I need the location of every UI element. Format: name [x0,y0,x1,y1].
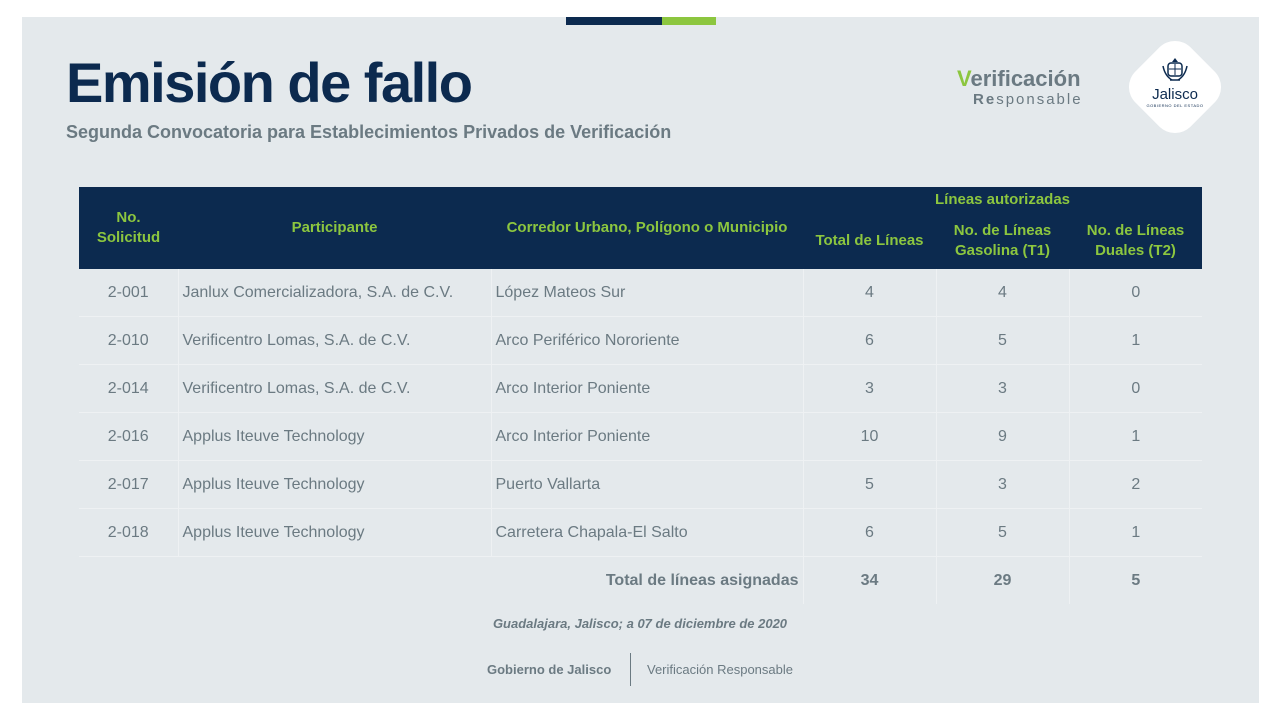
cell-corredor: Arco Periférico Nororiente [491,317,803,365]
cell-duales: 0 [1069,269,1202,317]
page-title: Emisión de fallo [66,51,472,114]
cell-gasolina: 9 [936,413,1069,461]
totals-spacer [79,557,178,605]
table-row [79,269,1202,317]
footer-gobierno: Gobierno de Jalisco [487,662,612,677]
logo-vr-v: V [957,66,971,91]
cell-total: 3 [803,365,936,413]
accent-bar-navy [566,17,662,25]
cell-corredor: Arco Interior Poniente [491,365,803,413]
totals-label: Total de líneas asignadas [491,557,803,605]
cell-gasolina: 5 [936,317,1069,365]
table-row [79,413,1202,461]
jalisco-logo [1126,50,1224,130]
table-row [79,461,1202,509]
cell-total: 6 [803,509,936,557]
footer-verificacion: Verificación Responsable [647,662,793,677]
totals-spacer [178,557,491,605]
date-line: Guadalajara, Jalisco; a 07 de diciembre de 2020 [492,616,788,631]
cell-corredor: Puerto Vallarta [491,461,803,509]
header-total-lineas: Total de Líneas [803,213,936,269]
cell-solicitud: 2-010 [79,317,178,365]
header-participante: Participante [178,187,491,269]
table-row [79,317,1202,365]
logo-vr-tagline [973,91,1083,108]
cell-total: 5 [803,461,936,509]
cell-participante: Applus Iteuve Technology [178,509,491,557]
cell-duales: 1 [1069,317,1202,365]
table-row [79,509,1202,557]
logo-vr-re: Re [973,91,997,108]
cell-participante: Verificentro Lomas, S.A. de C.V. [178,365,491,413]
cell-participante: Janlux Comercializadora, S.A. de C.V. [178,269,491,317]
cell-corredor: Carretera Chapala-El Salto [491,509,803,557]
cell-participante: Applus Iteuve Technology [178,461,491,509]
totals-row [79,557,1202,605]
header-corredor: Corredor Urbano, Polígono o Municipio [491,187,803,269]
cell-duales: 0 [1069,365,1202,413]
header-lineas-autorizadas: Líneas autorizadas [803,187,1202,213]
cell-solicitud: 2-017 [79,461,178,509]
cell-gasolina: 4 [936,269,1069,317]
jalisco-logo-name: Jalisco [1152,86,1198,103]
logo-vr-wordmark [957,66,1081,92]
cell-solicitud: 2-018 [79,509,178,557]
jalisco-crest-icon [1160,56,1190,84]
table-row [79,365,1202,413]
totals-duales: 5 [1131,571,1141,589]
totals-total: 34 [803,557,936,605]
cell-gasolina: 3 [936,365,1069,413]
cell-participante: Verificentro Lomas, S.A. de C.V. [178,317,491,365]
header-duales: No. de Líneas Duales (T2) [1069,213,1202,269]
cell-total: 10 [803,413,936,461]
cell-duales: 2 [1069,461,1202,509]
header-no-solicitud: No. Solicitud [79,187,178,269]
cell-corredor: López Mateos Sur [491,269,803,317]
cell-total: 4 [803,269,936,317]
page-subtitle: Segunda Convocatoria para Establecimientos Privados de Verificación [66,122,672,142]
cell-participante: Applus Iteuve Technology [178,413,491,461]
cell-solicitud: 2-014 [79,365,178,413]
cell-solicitud: 2-001 [79,269,178,317]
cell-gasolina: 3 [936,461,1069,509]
logo-vr-rest: erificación [970,66,1081,91]
footer-divider [630,653,631,686]
cell-corredor: Arco Interior Poniente [491,413,803,461]
totals-gasolina: 29 [936,557,1069,605]
verificacion-responsable-logo [957,66,1107,114]
cell-solicitud: 2-016 [79,413,178,461]
cell-duales: 1 [1069,413,1202,461]
jalisco-logo-subtitle: GOBIERNO DEL ESTADO [1146,103,1204,108]
header-gasolina: No. de Líneas Gasolina (T1) [936,213,1069,269]
cell-gasolina: 5 [936,509,1069,557]
cell-total: 6 [803,317,936,365]
cell-duales: 1 [1069,509,1202,557]
logo-vr-sponsable: sponsable [996,91,1083,108]
results-table [79,187,1202,604]
accent-bar-green [662,17,716,25]
